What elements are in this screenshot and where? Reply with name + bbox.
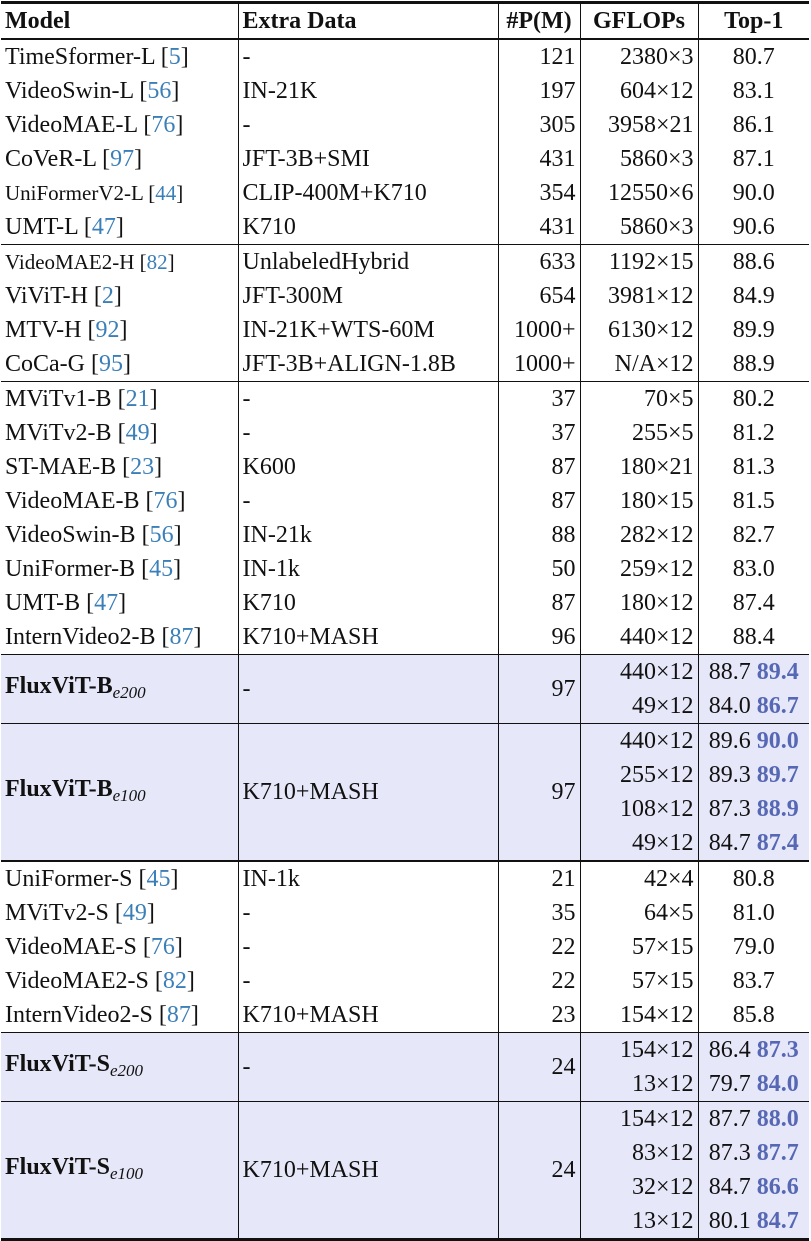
table-row bbox=[1, 586, 809, 620]
model-citation: [76] bbox=[139, 488, 186, 514]
params-cell: 37 bbox=[498, 382, 580, 417]
model-citation: [2] bbox=[87, 283, 122, 309]
gflops-cell: 5860×3 bbox=[580, 210, 698, 245]
model-citation: [56] bbox=[135, 522, 182, 548]
flux-row bbox=[1, 655, 809, 690]
citation-number: 2 bbox=[101, 283, 114, 309]
model-cell bbox=[1, 896, 238, 930]
top1-value: 89.3 bbox=[708, 762, 751, 788]
citation-number: 21 bbox=[125, 386, 150, 412]
top1-cell: 84.9 bbox=[698, 279, 809, 313]
top1-cell bbox=[698, 1136, 809, 1170]
top1-cell: 83.7 bbox=[698, 964, 809, 998]
model-name: ViViT-H bbox=[5, 283, 88, 309]
model-name: MTV-H bbox=[5, 317, 82, 343]
model-citation: [76] bbox=[136, 934, 183, 960]
citation-number: 82 bbox=[146, 250, 168, 274]
model-name: MViTv2-B bbox=[5, 420, 112, 446]
params-cell: 22 bbox=[498, 930, 580, 964]
citation-number: 56 bbox=[147, 78, 172, 104]
extra-data-cell: UnlabeledHybrid bbox=[238, 245, 498, 280]
model-cell bbox=[1, 74, 238, 108]
model-name: TimeSformer-L bbox=[5, 44, 155, 70]
citation-number: 49 bbox=[125, 420, 150, 446]
model-name: UMT-L bbox=[5, 214, 78, 240]
extra-data-cell: K710 bbox=[238, 210, 498, 245]
params-cell: 50 bbox=[498, 552, 580, 586]
gflops-cell: 282×12 bbox=[580, 518, 698, 552]
top1-cell: 88.6 bbox=[698, 245, 809, 280]
params-cell: 87 bbox=[498, 586, 580, 620]
gflops-cell: 259×12 bbox=[580, 552, 698, 586]
top1-cell bbox=[698, 758, 809, 792]
flux-model-cell bbox=[1, 724, 238, 862]
model-citation: [82] bbox=[134, 250, 175, 274]
model-cell bbox=[1, 964, 238, 998]
model-citation: [87] bbox=[152, 1002, 199, 1028]
model-name: UniFormer-B bbox=[5, 556, 136, 582]
gflops-cell: 3981×12 bbox=[580, 279, 698, 313]
header-extra-data: Extra Data bbox=[238, 3, 498, 40]
gflops-cell: 42×4 bbox=[580, 861, 698, 896]
model-name: InternVideo2-S bbox=[5, 1002, 153, 1028]
extra-data-cell: K710 bbox=[238, 586, 498, 620]
header-model: Model bbox=[5, 8, 71, 34]
model-cell bbox=[1, 450, 238, 484]
model-name: UniFormer-S bbox=[5, 866, 133, 892]
model-cell bbox=[1, 620, 238, 655]
top1-highlight-value: 87.4 bbox=[756, 830, 799, 856]
table-row bbox=[1, 620, 809, 655]
top1-cell bbox=[698, 655, 809, 690]
extra-data-cell: IN-1k bbox=[238, 552, 498, 586]
params-cell: 23 bbox=[498, 998, 580, 1033]
citation-number: 56 bbox=[149, 522, 174, 548]
model-cell bbox=[1, 39, 238, 74]
extra-data-cell: K600 bbox=[238, 450, 498, 484]
gflops-cell: 3958×21 bbox=[580, 108, 698, 142]
table-row bbox=[1, 142, 809, 176]
gflops-cell: N/A×12 bbox=[580, 347, 698, 382]
flux-model-cell bbox=[1, 655, 238, 724]
params-cell: 24 bbox=[498, 1102, 580, 1240]
top1-cell: 89.9 bbox=[698, 313, 809, 347]
table-row bbox=[1, 518, 809, 552]
top1-cell bbox=[698, 1033, 809, 1068]
citation-number: 49 bbox=[122, 900, 147, 926]
gflops-cell: 440×12 bbox=[580, 724, 698, 759]
top1-cell: 82.7 bbox=[698, 518, 809, 552]
model-citation: [49] bbox=[108, 900, 155, 926]
extra-data-cell: JFT-3B+SMI bbox=[238, 142, 498, 176]
top1-cell: 87.4 bbox=[698, 586, 809, 620]
extra-data-cell: K710+MASH bbox=[238, 1102, 498, 1240]
flux-row bbox=[1, 1033, 809, 1068]
extra-data-cell: - bbox=[238, 39, 498, 74]
params-cell: 431 bbox=[498, 210, 580, 245]
extra-data-cell: - bbox=[238, 1033, 498, 1102]
model-cell bbox=[1, 245, 238, 280]
top1-value: 89.6 bbox=[708, 728, 751, 754]
top1-cell bbox=[698, 724, 809, 759]
top1-cell: 83.0 bbox=[698, 552, 809, 586]
table-row bbox=[1, 347, 809, 382]
top1-value: 84.7 bbox=[708, 830, 751, 856]
extra-data-cell: K710+MASH bbox=[238, 998, 498, 1033]
citation-number: 45 bbox=[146, 866, 171, 892]
gflops-cell: 255×12 bbox=[580, 758, 698, 792]
citation-number: 97 bbox=[110, 146, 135, 172]
top1-highlight-value: 88.9 bbox=[756, 796, 799, 822]
extra-data-cell: - bbox=[238, 484, 498, 518]
top1-highlight-value: 87.3 bbox=[756, 1037, 799, 1063]
top1-value: 84.0 bbox=[708, 693, 751, 719]
params-cell: 1000+ bbox=[498, 347, 580, 382]
extra-data-cell: JFT-300M bbox=[238, 279, 498, 313]
model-citation: [76] bbox=[137, 112, 184, 138]
gflops-cell: 2380×3 bbox=[580, 39, 698, 74]
params-cell: 22 bbox=[498, 964, 580, 998]
gflops-cell: 6130×12 bbox=[580, 313, 698, 347]
top1-cell: 85.8 bbox=[698, 998, 809, 1033]
table-body bbox=[1, 39, 809, 1240]
flux-model-subscript: e100 bbox=[112, 785, 146, 805]
top1-cell: 81.3 bbox=[698, 450, 809, 484]
header-gflops: GFLOPs bbox=[580, 3, 698, 40]
top1-value: 87.7 bbox=[708, 1106, 751, 1132]
citation-number: 47 bbox=[91, 214, 116, 240]
citation-number: 92 bbox=[95, 317, 120, 343]
table-row bbox=[1, 964, 809, 998]
top1-value: 84.7 bbox=[708, 1174, 751, 1200]
model-citation: [87] bbox=[155, 624, 202, 650]
model-citation: [92] bbox=[81, 317, 128, 343]
model-cell bbox=[1, 313, 238, 347]
citation-number: 82 bbox=[162, 968, 187, 994]
citation-number: 76 bbox=[151, 112, 176, 138]
top1-value: 87.3 bbox=[708, 796, 751, 822]
gflops-cell: 154×12 bbox=[580, 1033, 698, 1068]
extra-data-cell: - bbox=[238, 930, 498, 964]
flux-model-name: FluxViT-$S_{e200}$ bbox=[5, 1050, 143, 1080]
gflops-cell: 154×12 bbox=[580, 998, 698, 1033]
model-cell bbox=[1, 210, 238, 245]
flux-model-name: FluxViT-$S_{e100}$ bbox=[5, 1153, 143, 1183]
gflops-cell: 1192×15 bbox=[580, 245, 698, 280]
gflops-cell: 180×21 bbox=[580, 450, 698, 484]
top1-cell: 81.0 bbox=[698, 896, 809, 930]
citation-number: 44 bbox=[155, 181, 177, 205]
params-cell: 97 bbox=[498, 655, 580, 724]
params-cell: 37 bbox=[498, 416, 580, 450]
extra-data-cell: - bbox=[238, 108, 498, 142]
citation-number: 87 bbox=[166, 1002, 191, 1028]
model-citation: [97] bbox=[96, 146, 143, 172]
citation-number: 5 bbox=[168, 44, 181, 70]
top1-cell: 88.9 bbox=[698, 347, 809, 382]
top1-cell bbox=[698, 826, 809, 861]
gflops-cell: 440×12 bbox=[580, 620, 698, 655]
model-name: UMT-B bbox=[5, 590, 81, 616]
gflops-cell: 49×12 bbox=[580, 826, 698, 861]
gflops-cell: 49×12 bbox=[580, 689, 698, 724]
model-name: MViTv1-B bbox=[5, 386, 112, 412]
model-name: VideoMAE-L bbox=[5, 112, 138, 138]
citation-number: 23 bbox=[130, 454, 155, 480]
table-row bbox=[1, 552, 809, 586]
top1-cell bbox=[698, 689, 809, 724]
params-cell: 88 bbox=[498, 518, 580, 552]
model-cell bbox=[1, 586, 238, 620]
citation-number: 76 bbox=[153, 488, 178, 514]
gflops-cell: 180×15 bbox=[580, 484, 698, 518]
model-name: VideoMAE2-S bbox=[5, 968, 149, 994]
model-citation: [47] bbox=[80, 590, 127, 616]
table-row bbox=[1, 108, 809, 142]
gflops-cell: 154×12 bbox=[580, 1102, 698, 1137]
citation-number: 95 bbox=[99, 351, 123, 377]
gflops-cell: 83×12 bbox=[580, 1136, 698, 1170]
model-name: UniFormerV2-L bbox=[5, 181, 144, 205]
top1-highlight-value: 88.0 bbox=[756, 1106, 799, 1132]
gflops-cell: 70×5 bbox=[580, 382, 698, 417]
table-row bbox=[1, 416, 809, 450]
top1-value: 86.4 bbox=[708, 1037, 751, 1063]
model-citation: [21] bbox=[111, 386, 158, 412]
flux-row bbox=[1, 1102, 809, 1137]
extra-data-cell: - bbox=[238, 964, 498, 998]
model-cell bbox=[1, 518, 238, 552]
top1-value: 87.3 bbox=[708, 1140, 751, 1166]
top1-cell: 90.6 bbox=[698, 210, 809, 245]
extra-data-cell: IN-21K bbox=[238, 74, 498, 108]
params-cell: 87 bbox=[498, 450, 580, 484]
model-cell bbox=[1, 552, 238, 586]
citation-number: 76 bbox=[150, 934, 175, 960]
top1-cell: 88.4 bbox=[698, 620, 809, 655]
model-citation: [82] bbox=[148, 968, 195, 994]
top1-cell: 80.2 bbox=[698, 382, 809, 417]
model-name: InternVideo2-B bbox=[5, 624, 156, 650]
top1-cell: 90.0 bbox=[698, 176, 809, 210]
params-cell: 354 bbox=[498, 176, 580, 210]
top1-highlight-value: 86.6 bbox=[756, 1174, 799, 1200]
flux-model-subscript: e200 bbox=[112, 682, 146, 702]
top1-highlight-value: 90.0 bbox=[756, 728, 799, 754]
model-citation: [44] bbox=[143, 181, 184, 205]
model-citation: [49] bbox=[111, 420, 158, 446]
extra-data-cell: - bbox=[238, 896, 498, 930]
gflops-cell: 13×12 bbox=[580, 1067, 698, 1102]
extra-data-cell: K710+MASH bbox=[238, 620, 498, 655]
model-citation: [95] bbox=[85, 351, 131, 377]
results-table bbox=[1, 1, 809, 1241]
model-cell bbox=[1, 142, 238, 176]
top1-highlight-value: 84.0 bbox=[756, 1071, 799, 1097]
model-name: VideoMAE2-H bbox=[5, 250, 135, 274]
gflops-cell: 440×12 bbox=[580, 655, 698, 690]
model-name: VideoMAE-S bbox=[5, 934, 137, 960]
model-citation: [5] bbox=[154, 44, 189, 70]
model-cell bbox=[1, 416, 238, 450]
gflops-cell: 255×5 bbox=[580, 416, 698, 450]
params-cell: 305 bbox=[498, 108, 580, 142]
model-name: CoVeR-L bbox=[5, 146, 97, 172]
top1-cell: 81.2 bbox=[698, 416, 809, 450]
flux-model-subscript: e200 bbox=[109, 1060, 143, 1080]
header-params: #P(M) bbox=[498, 3, 580, 40]
model-cell bbox=[1, 930, 238, 964]
top1-highlight-value: 89.7 bbox=[756, 762, 799, 788]
top1-cell: 86.1 bbox=[698, 108, 809, 142]
top1-value: 88.7 bbox=[708, 659, 751, 685]
gflops-cell: 57×15 bbox=[580, 930, 698, 964]
model-name: VideoMAE-B bbox=[5, 488, 140, 514]
gflops-cell: 180×12 bbox=[580, 586, 698, 620]
model-citation: [47] bbox=[77, 214, 124, 240]
params-cell: 431 bbox=[498, 142, 580, 176]
top1-cell: 79.0 bbox=[698, 930, 809, 964]
citation-number: 45 bbox=[149, 556, 174, 582]
top1-value: 79.7 bbox=[708, 1071, 751, 1097]
model-name: VideoSwin-L bbox=[5, 78, 134, 104]
gflops-cell: 5860×3 bbox=[580, 142, 698, 176]
model-cell bbox=[1, 347, 238, 382]
extra-data-cell: CLIP-400M+K710 bbox=[238, 176, 498, 210]
table-row bbox=[1, 245, 809, 280]
flux-model-cell bbox=[1, 1102, 238, 1240]
top1-cell bbox=[698, 1204, 809, 1240]
header-row bbox=[1, 3, 809, 40]
params-cell: 87 bbox=[498, 484, 580, 518]
params-cell: 21 bbox=[498, 861, 580, 896]
table-row bbox=[1, 484, 809, 518]
flux-model-name: FluxViT-$B_{e100}$ bbox=[5, 775, 146, 805]
extra-data-cell: K710+MASH bbox=[238, 724, 498, 862]
top1-cell bbox=[698, 1067, 809, 1102]
params-cell: 97 bbox=[498, 724, 580, 862]
top1-value: 80.1 bbox=[708, 1208, 751, 1234]
flux-model-cell bbox=[1, 1033, 238, 1102]
model-cell bbox=[1, 108, 238, 142]
gflops-cell: 604×12 bbox=[580, 74, 698, 108]
extra-data-cell: IN-21K+WTS-60M bbox=[238, 313, 498, 347]
citation-number: 87 bbox=[169, 624, 194, 650]
top1-cell bbox=[698, 1102, 809, 1137]
citation-number: 47 bbox=[94, 590, 119, 616]
params-cell: 121 bbox=[498, 39, 580, 74]
top1-cell: 80.7 bbox=[698, 39, 809, 74]
top1-cell: 83.1 bbox=[698, 74, 809, 108]
model-name: CoCa-G bbox=[5, 351, 85, 377]
model-cell bbox=[1, 176, 238, 210]
header-top1: Top-1 bbox=[698, 3, 809, 40]
gflops-cell: 64×5 bbox=[580, 896, 698, 930]
extra-data-cell: - bbox=[238, 655, 498, 724]
model-cell bbox=[1, 484, 238, 518]
flux-row bbox=[1, 724, 809, 759]
model-cell bbox=[1, 861, 238, 896]
model-citation: [56] bbox=[133, 78, 180, 104]
top1-cell: 87.1 bbox=[698, 142, 809, 176]
top1-cell bbox=[698, 792, 809, 826]
gflops-cell: 108×12 bbox=[580, 792, 698, 826]
model-name: MViTv2-S bbox=[5, 900, 109, 926]
gflops-cell: 57×15 bbox=[580, 964, 698, 998]
model-cell bbox=[1, 382, 238, 417]
table-row bbox=[1, 861, 809, 896]
table-row bbox=[1, 382, 809, 417]
top1-highlight-value: 84.7 bbox=[756, 1208, 799, 1234]
table-row bbox=[1, 74, 809, 108]
extra-data-cell: IN-21k bbox=[238, 518, 498, 552]
table-row bbox=[1, 313, 809, 347]
table-row bbox=[1, 998, 809, 1033]
model-cell bbox=[1, 998, 238, 1033]
table-row bbox=[1, 210, 809, 245]
top1-highlight-value: 86.7 bbox=[756, 693, 799, 719]
extra-data-cell: - bbox=[238, 382, 498, 417]
table-row bbox=[1, 450, 809, 484]
model-citation: [45] bbox=[132, 866, 179, 892]
model-citation: [23] bbox=[116, 454, 163, 480]
top1-cell: 80.8 bbox=[698, 861, 809, 896]
table-header bbox=[1, 3, 809, 40]
model-citation: [45] bbox=[135, 556, 182, 582]
table-row bbox=[1, 39, 809, 74]
extra-data-cell: - bbox=[238, 416, 498, 450]
params-cell: 197 bbox=[498, 74, 580, 108]
table-row bbox=[1, 930, 809, 964]
model-name: ST-MAE-B bbox=[5, 454, 117, 480]
table-row bbox=[1, 279, 809, 313]
table-row bbox=[1, 176, 809, 210]
model-name: VideoSwin-B bbox=[5, 522, 136, 548]
params-cell: 1000+ bbox=[498, 313, 580, 347]
params-cell: 633 bbox=[498, 245, 580, 280]
gflops-cell: 12550×6 bbox=[580, 176, 698, 210]
flux-model-subscript: e100 bbox=[109, 1163, 143, 1183]
model-cell bbox=[1, 279, 238, 313]
params-cell: 654 bbox=[498, 279, 580, 313]
gflops-cell: 13×12 bbox=[580, 1204, 698, 1240]
top1-cell: 81.5 bbox=[698, 484, 809, 518]
flux-model-name: FluxViT-$B_{e200}$ bbox=[5, 672, 146, 702]
gflops-cell: 32×12 bbox=[580, 1170, 698, 1204]
params-cell: 96 bbox=[498, 620, 580, 655]
extra-data-cell: IN-1k bbox=[238, 861, 498, 896]
table-row bbox=[1, 896, 809, 930]
top1-highlight-value: 89.4 bbox=[756, 659, 799, 685]
extra-data-cell: JFT-3B+ALIGN-1.8B bbox=[238, 347, 498, 382]
top1-highlight-value: 87.7 bbox=[756, 1140, 799, 1166]
top1-cell bbox=[698, 1170, 809, 1204]
params-cell: 24 bbox=[498, 1033, 580, 1102]
params-cell: 35 bbox=[498, 896, 580, 930]
